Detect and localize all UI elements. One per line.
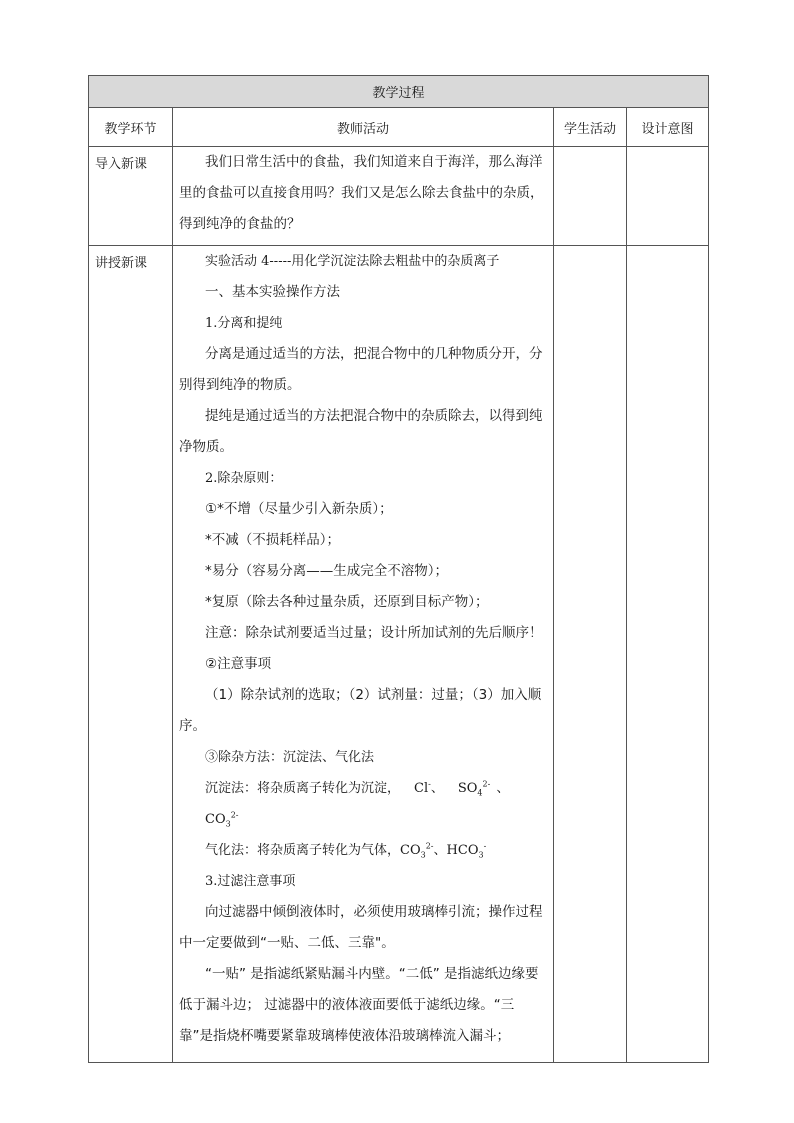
ion-chloride: Cl: [414, 781, 429, 796]
subheading-principles: 2.除杂原则：: [205, 471, 283, 486]
intro-paragraph: 我们日常生活中的食盐，我们知道来自于海洋，那么海洋里的食盐可以直接食用吗？我们又是怎么除去食盐中的杂质，得到纯净的食盐的？: [179, 154, 544, 232]
principle-item: *易分（容易分离——生成完全不溶物）；: [205, 563, 448, 579]
principle-item: ①*不增（尽量少引入新杂质）；: [205, 501, 393, 517]
ion-bicarbonate: HCO: [446, 843, 479, 858]
stage-intro: 导入新课: [89, 147, 173, 246]
activity-title: 实验活动 4-----用化学沉淀法除去粗盐中的杂质离子: [205, 254, 500, 269]
header-student-activity: 学生活动: [554, 108, 627, 147]
note-text: 注意：除杂试剂要适当过量；设计所加试剂的先后顺序！: [205, 625, 543, 641]
precautions-text: （1）除杂试剂的选取；（2）试剂量：过量；（3）加入顺序。: [179, 687, 542, 734]
filtration-details: “一贴” 是指滤纸紧贴漏斗内壁。“二低” 是指滤纸边缘要低于漏斗边； 过滤器中的液体液面要低于滤纸边缘。“三靠”是指烧杯嘴要紧靠玻璃棒使液体沿玻璃棒流入漏斗；: [179, 966, 539, 1044]
separation-definition: 分离是通过适当的方法，把混合物中的几种物质分开，分别得到纯净的物质。: [179, 346, 543, 393]
table-row: [89, 246, 709, 1063]
gasification-prefix: 气化法：将杂质离子转化为气体，: [205, 843, 401, 858]
teaching-process-table: [88, 75, 709, 1063]
purification-definition: 提纯是通过适当的方法把混合物中的杂质除去，以得到纯净物质。: [179, 408, 543, 455]
principle-item: *复原（除去各种过量杂质，还原到目标产物）；: [205, 594, 489, 610]
header-design-intent: 设计意图: [627, 108, 709, 147]
header-stage: 教学环节: [89, 108, 173, 147]
precautions-heading: ②注意事项: [205, 656, 272, 672]
subheading-separation: 1.分离和提纯: [205, 316, 283, 331]
precipitation-ion-continued: $CO_3^{2-}$: [205, 810, 239, 829]
principle-item: *不减（不损耗样品）；: [205, 532, 340, 548]
student-activity-intro: [554, 147, 627, 246]
table-row: [89, 147, 709, 246]
design-intent-new-lesson: [627, 246, 709, 1063]
design-intent-intro: [627, 147, 709, 246]
table-title: 教学过程: [89, 76, 709, 108]
gasification-method: 气化法：将杂质离子转化为气体，$CO_3^{2-}$、$HCO_3^-$: [205, 841, 487, 860]
teacher-activity-intro: [173, 147, 554, 246]
teacher-activity-new-lesson: [173, 246, 554, 1063]
ion-sulfate: SO: [457, 781, 478, 796]
student-activity-new-lesson: [554, 246, 627, 1063]
subheading-filtration: 3.过滤注意事项: [205, 874, 296, 889]
precipitation-method: 沉淀法：将杂质离子转化为沉淀， Cl-、 $SO_4^{2-}$ 、: [205, 779, 510, 798]
section-heading: 一、基本实验操作方法: [205, 284, 340, 300]
stage-new-lesson: 讲授新课: [89, 246, 173, 1063]
precipitation-prefix: 沉淀法：将杂质离子转化为沉淀，: [205, 781, 401, 796]
filtration-paragraph: 向过滤器中倾倒液体时，必须使用玻璃棒引流；操作过程中一定要做到“一贴、二低、三靠"。: [179, 904, 543, 951]
methods-heading: ③除杂方法：沉淀法、气化法: [205, 750, 375, 765]
ion-carbonate: CO: [205, 812, 226, 827]
header-teacher-activity: 教师活动: [173, 108, 554, 147]
ion-carbonate: CO: [400, 843, 421, 858]
